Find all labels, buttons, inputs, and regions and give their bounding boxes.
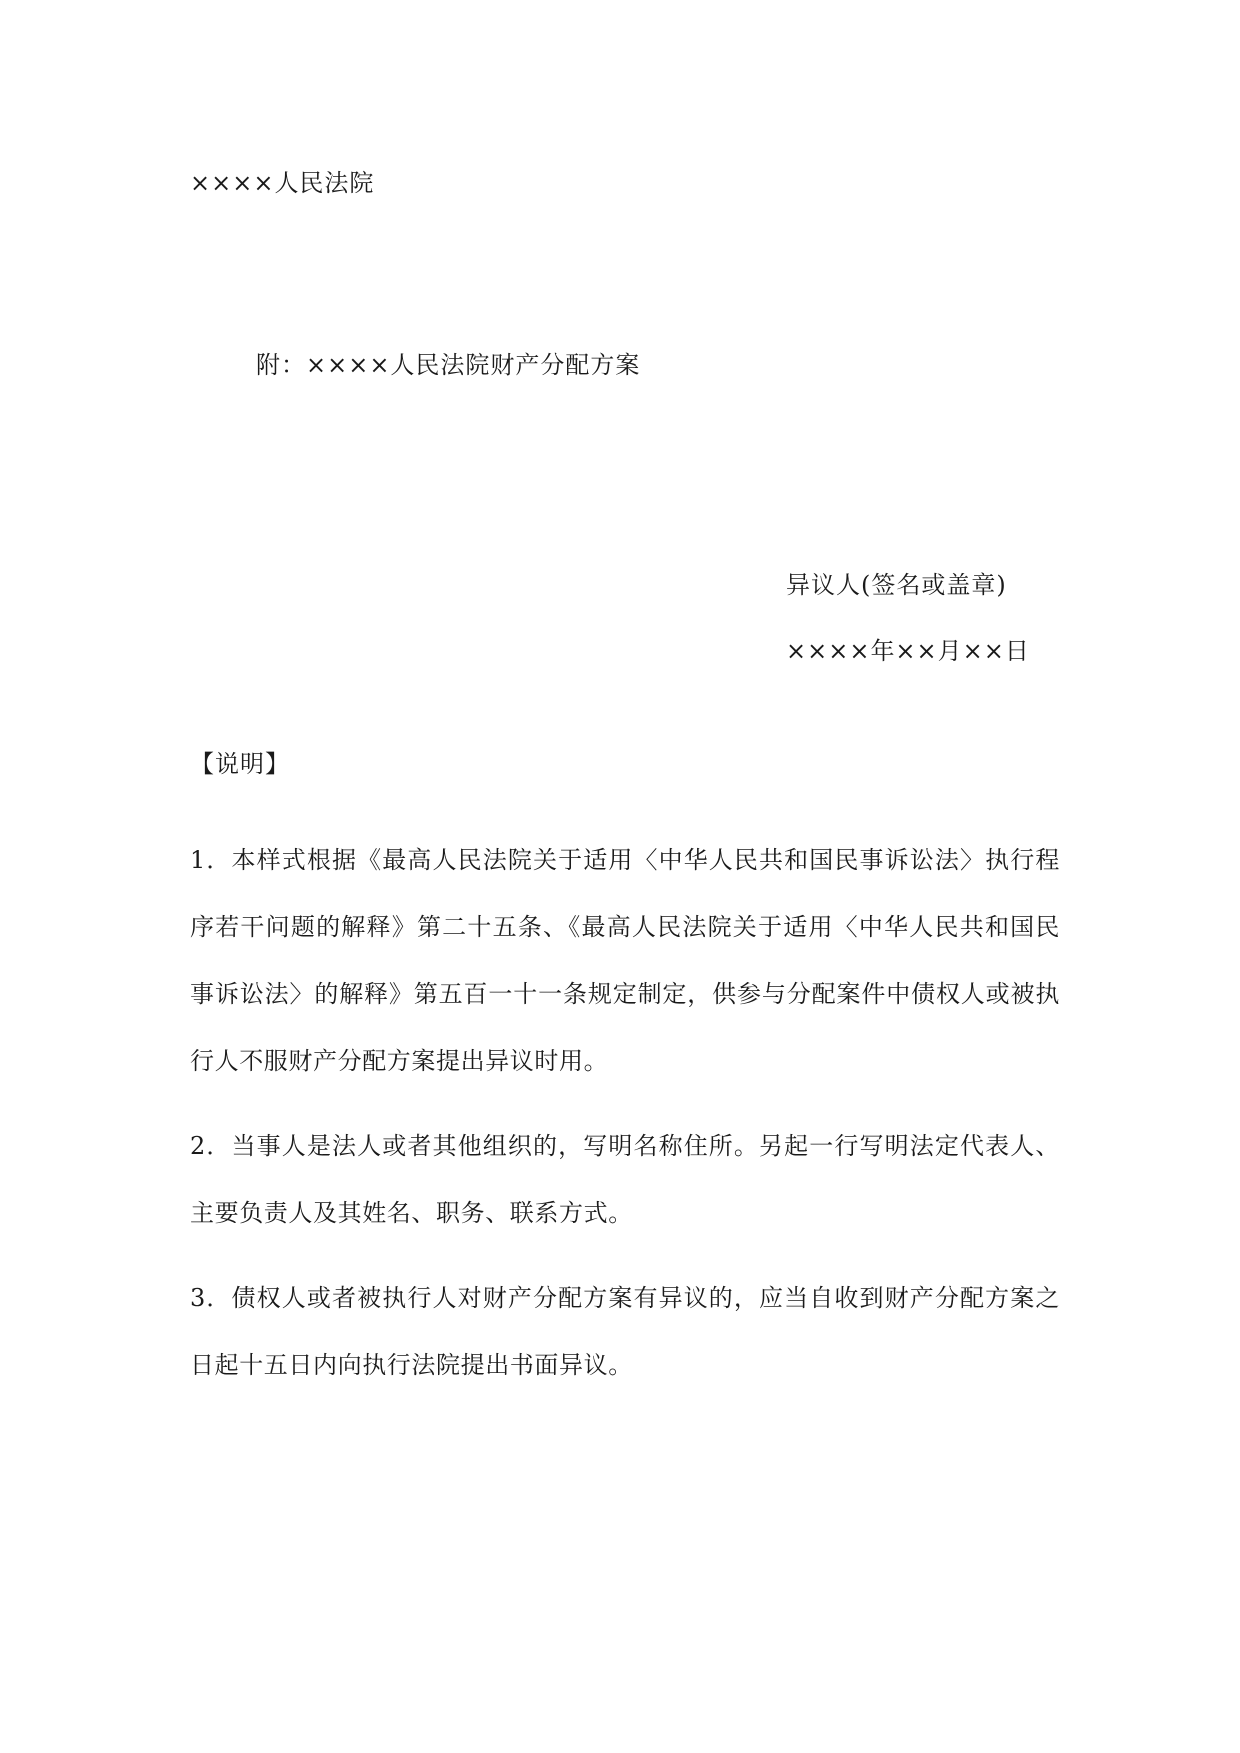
note-item-1 bbox=[190, 827, 1060, 1095]
note-text: 2．当事人是法人或者其他组织的，写明名称住所。另起一行写明法定代表人、主要负责人及其姓名、职务、联系方式。 bbox=[190, 1132, 1060, 1227]
note-text: 1．本样式根据《最高人民法院关于适用〈中华人民共和国民事诉讼法〉执行程序若干问题的解释》第二十五条、《最高人民法院关于适用〈中华人民共和国民事诉讼法〉的解释》第五百一十一条规定制定，供参与分配案件中债权人或被执行人不服财产分配方案提出异议时用。 bbox=[190, 846, 1060, 1075]
notes-section bbox=[190, 749, 1060, 1417]
signature-block bbox=[786, 570, 1030, 666]
note-item-3 bbox=[190, 1265, 1060, 1399]
signature-date: ××××年××月××日 bbox=[786, 637, 1030, 665]
court-name: ××××人民法院 bbox=[190, 169, 375, 197]
note-text: 3．债权人或者被执行人对财产分配方案有异议的，应当自收到财产分配方案之日起十五日内向执行法院提出书面异议。 bbox=[190, 1284, 1060, 1379]
attachment-line: 附：××××人民法院财产分配方案 bbox=[256, 351, 641, 379]
notes-title: 【说明】 bbox=[190, 750, 290, 778]
note-item-2 bbox=[190, 1113, 1060, 1247]
signer-label: 异议人(签名或盖章) bbox=[786, 571, 1007, 599]
